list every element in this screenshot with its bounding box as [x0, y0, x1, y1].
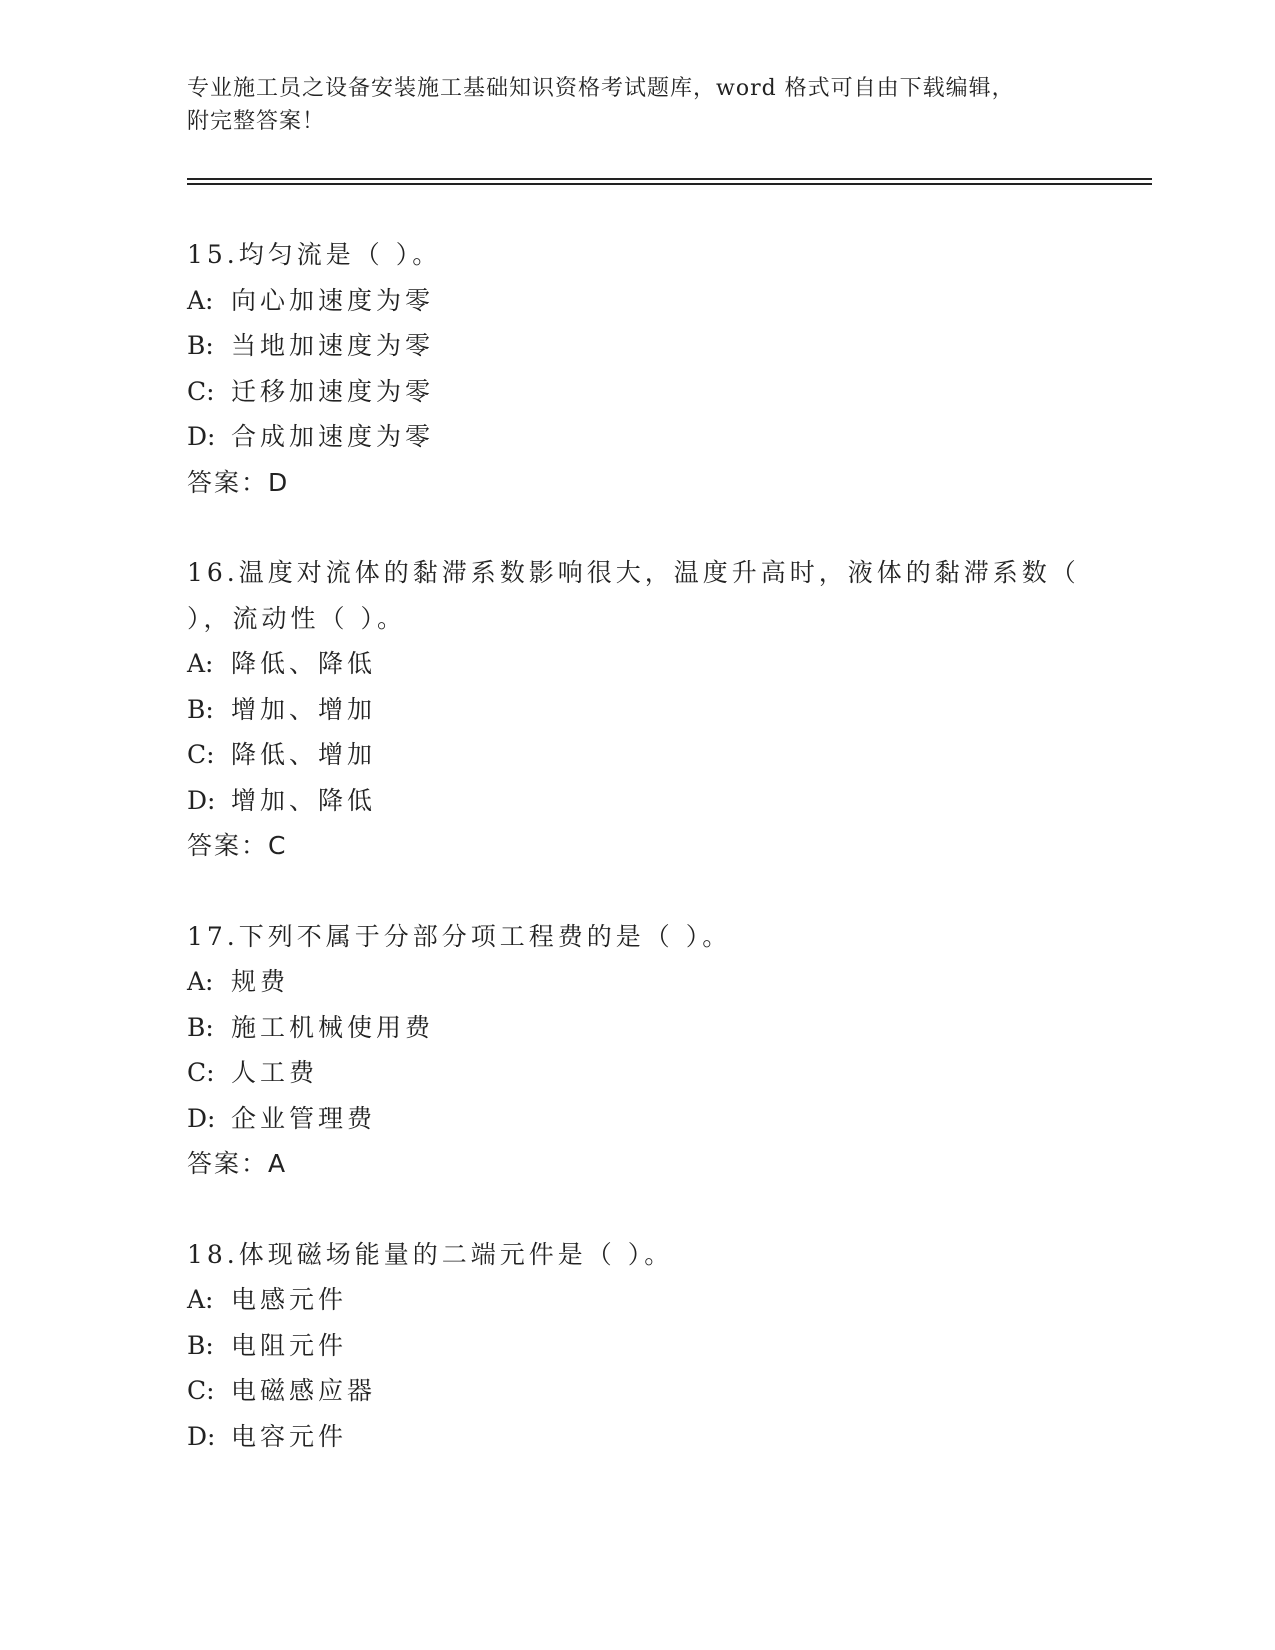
- option-label: B:: [187, 331, 214, 360]
- option-label: A:: [187, 967, 214, 996]
- option-a: [187, 959, 1087, 1005]
- option-c: [187, 732, 1087, 778]
- question-number: 15.: [187, 240, 239, 269]
- option-text: 电容元件: [231, 1421, 348, 1451]
- option-text: 电感元件: [231, 1285, 348, 1314]
- option-label: C:: [187, 376, 215, 406]
- option-d: [187, 1096, 1087, 1142]
- option-a: [187, 1277, 1087, 1323]
- option-label: B:: [187, 1012, 214, 1042]
- question-list: [187, 232, 1087, 1504]
- header-line-2: 附完整答案！: [187, 109, 326, 134]
- question-stem: [187, 1232, 1087, 1278]
- option-label: C:: [187, 1058, 215, 1087]
- question-17: [187, 914, 1087, 1187]
- header-rule-top: [187, 178, 1152, 180]
- option-label: B:: [187, 694, 214, 724]
- header-line-1: 专业施工员之设备安装施工基础知识资格考试题库，word 格式可自由下载编辑，: [187, 76, 1015, 101]
- document-header: [187, 72, 1067, 138]
- option-text: 合成加速度为零: [231, 422, 435, 451]
- option-text: 电磁感应器: [231, 1376, 377, 1405]
- option-d: [187, 1414, 1087, 1460]
- option-c: [187, 1368, 1087, 1414]
- option-a: [187, 641, 1087, 687]
- option-label: C:: [187, 740, 215, 769]
- question-text: 下列不属于分部分项工程费的是（ ）。: [238, 921, 732, 951]
- header-rule-bottom: [187, 183, 1152, 185]
- option-text: 增加、降低: [231, 785, 377, 815]
- option-label: B:: [187, 1330, 214, 1360]
- option-b: [187, 323, 1087, 369]
- question-16: [187, 550, 1087, 869]
- question-18: [187, 1232, 1087, 1460]
- option-text: 施工机械使用费: [231, 1012, 435, 1042]
- option-text: 迁移加速度为零: [231, 376, 435, 406]
- option-text: 电阻元件: [231, 1330, 348, 1360]
- question-15: [187, 232, 1087, 505]
- option-b: [187, 1323, 1087, 1369]
- option-b: [187, 687, 1087, 733]
- option-text: 当地加速度为零: [231, 331, 435, 360]
- option-label: A:: [187, 649, 214, 678]
- question-stem: [187, 550, 1087, 596]
- option-text: 人工费: [231, 1058, 319, 1087]
- option-text: 规费: [231, 967, 290, 996]
- answer: 答案：A: [187, 1149, 288, 1178]
- option-b: [187, 1005, 1087, 1051]
- question-text: 体现磁场能量的二端元件是（ ）。: [238, 1239, 674, 1269]
- question-stem: [187, 914, 1087, 960]
- option-text: 向心加速度为零: [231, 285, 435, 315]
- option-d: [187, 414, 1087, 460]
- question-text: 温度对流体的黏滞系数影响很大，温度升高时，液体的黏滞系数（: [238, 558, 1080, 587]
- option-d: [187, 778, 1087, 824]
- option-label: D:: [187, 785, 216, 815]
- option-text: 降低、降低: [231, 649, 377, 678]
- question-number: 18.: [187, 1239, 239, 1269]
- option-text: 企业管理费: [231, 1103, 377, 1133]
- option-c: [187, 369, 1087, 415]
- question-number: 16.: [187, 558, 239, 587]
- option-text: 增加、增加: [231, 694, 377, 724]
- option-label: D:: [187, 1421, 216, 1451]
- question-number: 17.: [187, 921, 239, 951]
- option-label: A:: [187, 1285, 214, 1314]
- option-label: C:: [187, 1376, 215, 1405]
- question-text: 均匀流是（ ）。: [238, 240, 442, 269]
- option-label: A:: [187, 285, 214, 315]
- option-c: [187, 1050, 1087, 1096]
- question-stem: [187, 232, 1087, 278]
- question-stem-continued: ），流动性（ ）。: [187, 603, 406, 633]
- option-label: D:: [187, 422, 216, 451]
- answer: 答案：D: [187, 467, 290, 497]
- option-a: [187, 278, 1087, 324]
- option-label: D:: [187, 1103, 216, 1133]
- answer: 答案：C: [187, 831, 288, 860]
- option-text: 降低、增加: [231, 740, 377, 769]
